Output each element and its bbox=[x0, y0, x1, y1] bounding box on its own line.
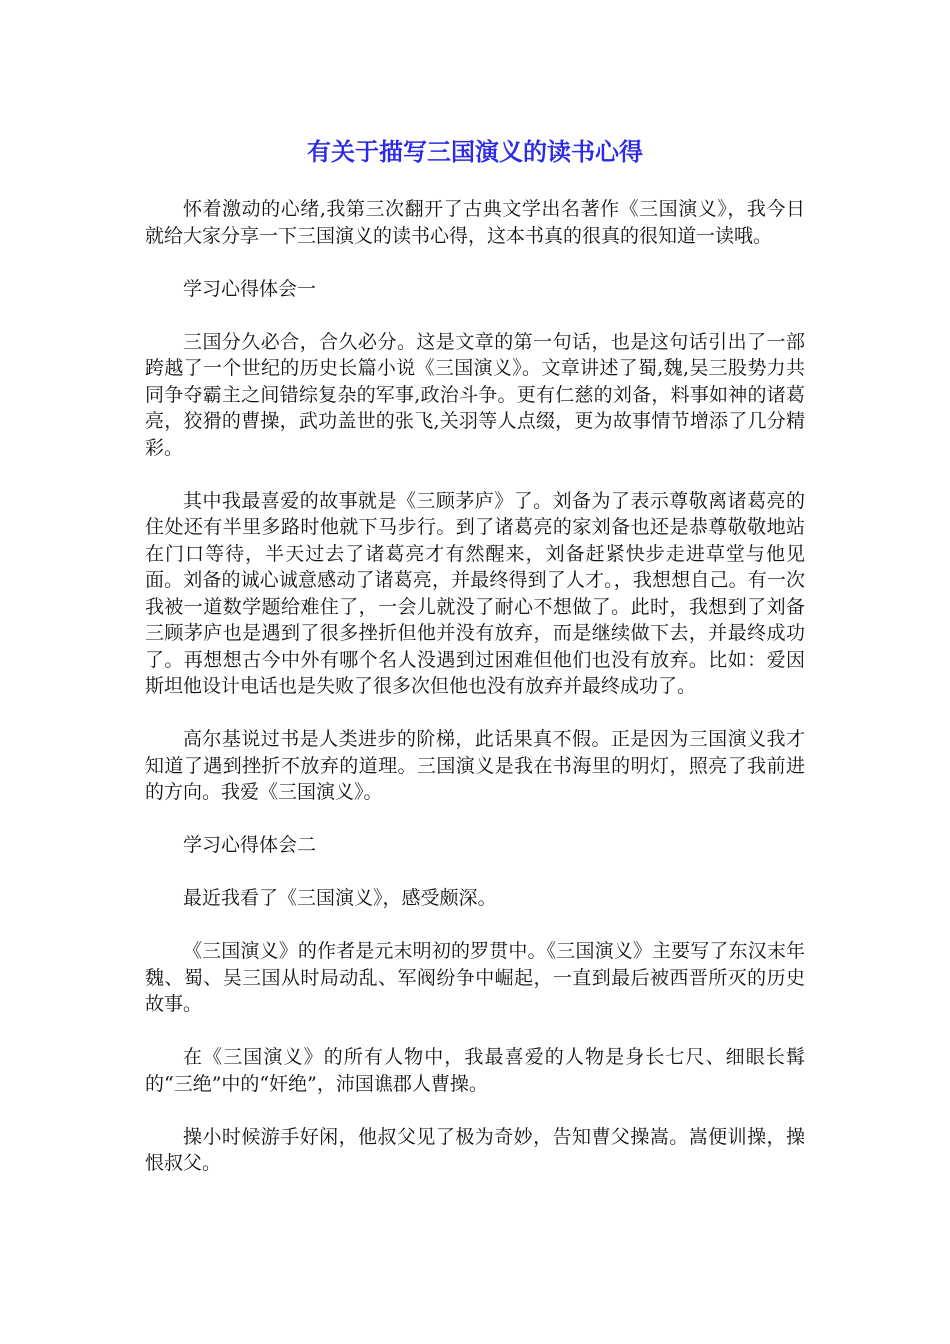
document-title: 有关于描写三国演义的读书心得 bbox=[307, 138, 643, 166]
paragraph: 操小时候游手好闲，他叔父见了极为奇妙，告知曹父操嵩。嵩便训操，操恨叔父。 bbox=[145, 1125, 805, 1174]
paragraph-intro: 怀着激动的心绪,我第三次翻开了古典文学出名著作《三国演义》，我今日就给大家分享一下三国演义的读书心得，这本书真的很真的很知道一读哦。 bbox=[145, 198, 805, 247]
paragraph: 高尔基说过书是人类进步的阶梯，此话果真不假。正是因为三国演义我才知道了遇到挫折不放弃的道理。三国演义是我在书海里的明灯，照亮了我前进的方向。我爱《三国演义》。 bbox=[145, 728, 805, 803]
paragraph: 《三国演义》的作者是元末明初的罗贯中。《三国演义》主要写了东汉末年魏、蜀、吴三国从时局动乱、军阀纷争中崛起，一直到最后被西晋所灭的历史故事。 bbox=[145, 940, 805, 1015]
paragraph: 其中我最喜爱的故事就是《三顾茅庐》了。刘备为了表示尊敬离诸葛亮的住处还有半里多路时他就下马步行。到了诸葛亮的家刘备也还是恭尊敬敬地站在门口等待，半天过去了诸葛亮才有然醒来，刘备赶紧快步走进草堂与他见面。刘备的诚心诚意感动了诸葛亮，并最终得到了人才。，我想想自己。有一次我被一道数学题给难住了，一会儿就没了耐心不想做了。此时，我想到了刘备三顾茅庐也是遇到了很多挫折但他并没有放弃，而是继续做下去，并最终成功了。再想想古今中外有哪个名人没遇到过困难但他们也没有放弃。比如：爱因斯坦他设计电话也是失败了很多次但他也没有放弃并最终成功了。 bbox=[145, 489, 805, 697]
paragraph: 最近我看了《三国演义》，感受颇深。 bbox=[183, 887, 497, 909]
paragraph: 三国分久必合，合久必分。这是文章的第一句话，也是这句话引出了一部跨越了一个世纪的历史长篇小说《三国演义》。文章讲述了蜀,魏,吴三股势力共同争夺霸主之间错综复杂的军事,政治斗争。更有仁慈的刘备，料事如神的诸葛亮，狡猾的曹操，武功盖世的张飞,关羽等人点缀，更为故事情节增添了几分精彩。 bbox=[145, 330, 805, 459]
document-body bbox=[145, 196, 805, 1177]
section-heading-two: 学习心得体会二 bbox=[183, 834, 317, 856]
paragraph: 在《三国演义》的所有人物中，我最喜爱的人物是身长七尺、细眼长髯的“三绝”中的“奸绝”，沛国谯郡人曹操。 bbox=[145, 1046, 805, 1095]
section-heading-one: 学习心得体会一 bbox=[183, 277, 317, 300]
